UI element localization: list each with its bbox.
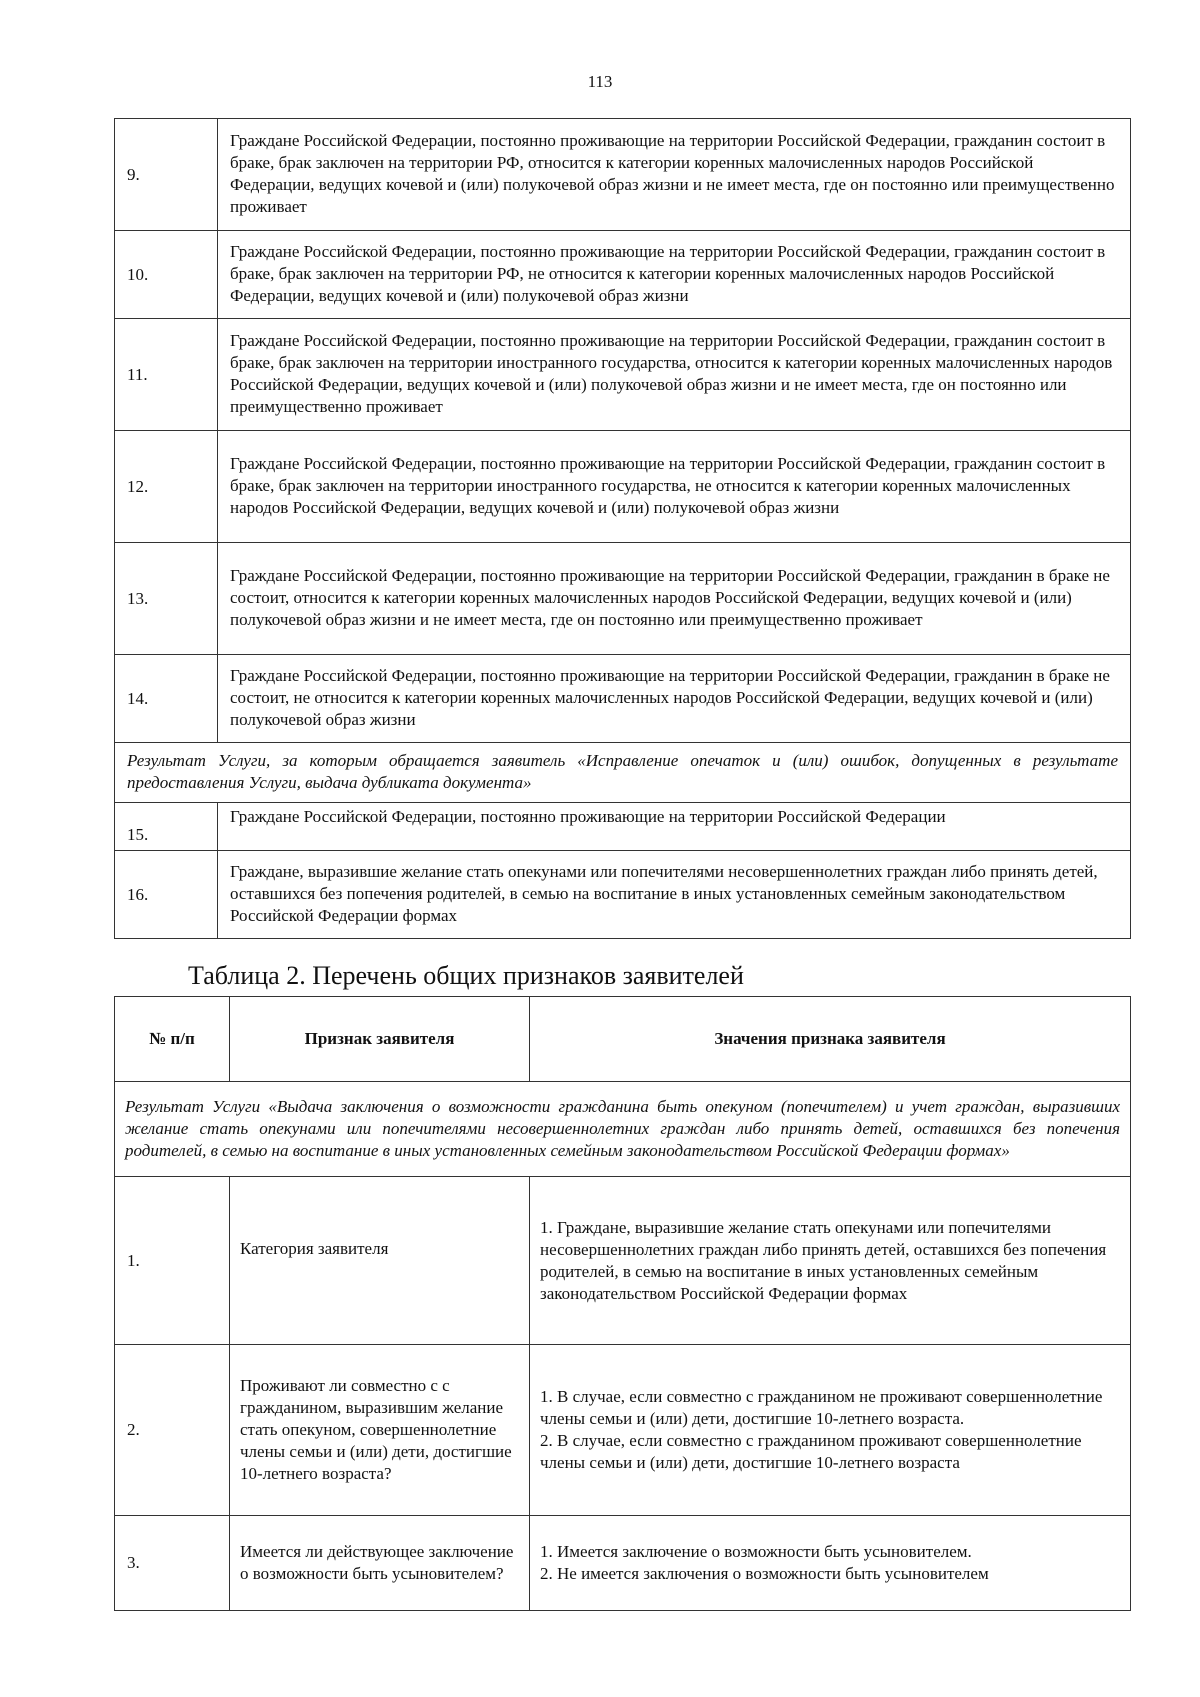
applicant-attributes-table [114,996,1131,1611]
table-row [115,655,1131,743]
attribute-cell: Проживают ли совместно с с гражданином, выразившим желание стать опекуном, совершеннолетние члены семьи и (или) дети, достигшие 10-летнего возраста? [230,1345,530,1516]
table-row [115,803,1131,851]
row-number: 3. [115,1516,230,1611]
table-row [115,1177,1131,1345]
table-row [115,119,1131,231]
row-number: 16. [115,851,218,939]
table-row [115,1345,1131,1516]
value-line: 2. В случае, если совместно с гражданином проживают совершеннолетние члены семьи и (или) дети, достигшие 10-летнего возраста [540,1431,1082,1472]
row-number: 15. [115,803,218,851]
table-row [115,319,1131,431]
attribute-cell: Категория заявителя [230,1177,530,1345]
row-number: 1. [115,1177,230,1345]
row-number: 9. [115,119,218,231]
row-number: 13. [115,543,218,655]
row-text: Граждане Российской Федерации, постоянно проживающие на территории Российской Федерации [218,803,1131,851]
table-row [115,1516,1131,1611]
table-row [115,431,1131,543]
table-row [115,543,1131,655]
row-text: Граждане Российской Федерации, постоянно проживающие на территории Российской Федерации, гражданин состоит в браке, брак заключен на территории иностранного государства, относится к категории коренных малочисленных народов Российской Федерации, ведущих кочевой и (или) полукочевой образ жизни и не имеет места, где он постоянно или преимущественно проживает [218,319,1131,431]
value-line: 2. Не имеется заключения о возможности быть усыновителем [540,1564,989,1583]
row-text: Граждане Российской Федерации, постоянно проживающие на территории Российской Федерации, гражданин в браке не состоит, относится к категории коренных малочисленных народов Российской Федерации, ведущих кочевой и (или) полукочевой образ жизни и не имеет места, где он постоянно или преимущественно проживает [218,543,1131,655]
column-header-num: № п/п [115,997,230,1082]
section-header: Результат Услуги, за которым обращается заявитель «Исправление опечаток и (или) ошибок, допущенных в результате предоставления Услуги, выдача дубликата документа» [115,743,1131,803]
value-line: 1. Имеется заключение о возможности быть усыновителем. [540,1542,972,1561]
row-number: 12. [115,431,218,543]
column-header-attribute: Признак заявителя [230,997,530,1082]
attribute-cell: Имеется ли действующее заключение о возможности быть усыновителем? [230,1516,530,1611]
page-number: 113 [587,72,613,91]
section-header-row [115,1082,1131,1177]
values-cell [530,1345,1131,1516]
row-number: 11. [115,319,218,431]
column-header-values: Значения признака заявителя [530,997,1131,1082]
section-header: Результат Услуги «Выдача заключения о возможности гражданина быть опекуном (попечителем) и учет граждан, выразивших желание стать опекунами или попечителями несовершеннолетних граждан либо принять детей, оставшихся без попечения родителей, в семью на воспитание в иных установленных семейным законодательством Российской Федерации формах» [115,1082,1131,1177]
section-header-row [115,743,1131,803]
value-line: 1. В случае, если совместно с гражданином не проживают совершеннолетние члены семьи и (или) дети, достигшие 10-летнего возраста. [540,1387,1103,1428]
row-number: 2. [115,1345,230,1516]
row-number: 14. [115,655,218,743]
table-row [115,851,1131,939]
table-header-row [115,997,1131,1082]
table-row [115,231,1131,319]
values-cell [530,1516,1131,1611]
row-text: Граждане Российской Федерации, постоянно проживающие на территории Российской Федерации, гражданин состоит в браке, брак заключен на территории РФ, относится к категории коренных малочисленных народов Российской Федерации, ведущих кочевой и (или) полукочевой образ жизни и не имеет места, где он постоянно или преимущественно проживает [218,119,1131,231]
table-title: Таблица 2. Перечень общих признаков заявителей [188,961,744,990]
row-text: Граждане, выразившие желание стать опекунами или попечителями несовершеннолетних граждан либо принять детей, оставшихся без попечения родителей, в семью на воспитание в иных установленных семейным законодательством Российской Федерации формах [218,851,1131,939]
row-text: Граждане Российской Федерации, постоянно проживающие на территории Российской Федерации, гражданин в браке не состоит, не относится к категории коренных малочисленных народов Российской Федерации, ведущих кочевой и (или) полукочевой образ жизни [218,655,1131,743]
row-text: Граждане Российской Федерации, постоянно проживающие на территории Российской Федерации, гражданин состоит в браке, брак заключен на территории РФ, не относится к категории коренных малочисленных народов Российской Федерации, ведущих кочевой и (или) полукочевой образ жизни [218,231,1131,319]
value-line: 1. Граждане, выразившие желание стать опекунами или попечителями несовершеннолетних граждан либо принять детей, оставшихся без попечения родителей, в семью на воспитание в иных установленных семейным законодательством Российской Федерации формах [540,1217,1107,1303]
applicant-categories-table [114,118,1131,939]
row-text: Граждане Российской Федерации, постоянно проживающие на территории Российской Федерации, гражданин состоит в браке, брак заключен на территории иностранного государства, не относится к категории коренных малочисленных народов Российской Федерации, ведущих кочевой и (или) полукочевой образ жизни [218,431,1131,543]
row-number: 10. [115,231,218,319]
values-cell [530,1177,1131,1345]
